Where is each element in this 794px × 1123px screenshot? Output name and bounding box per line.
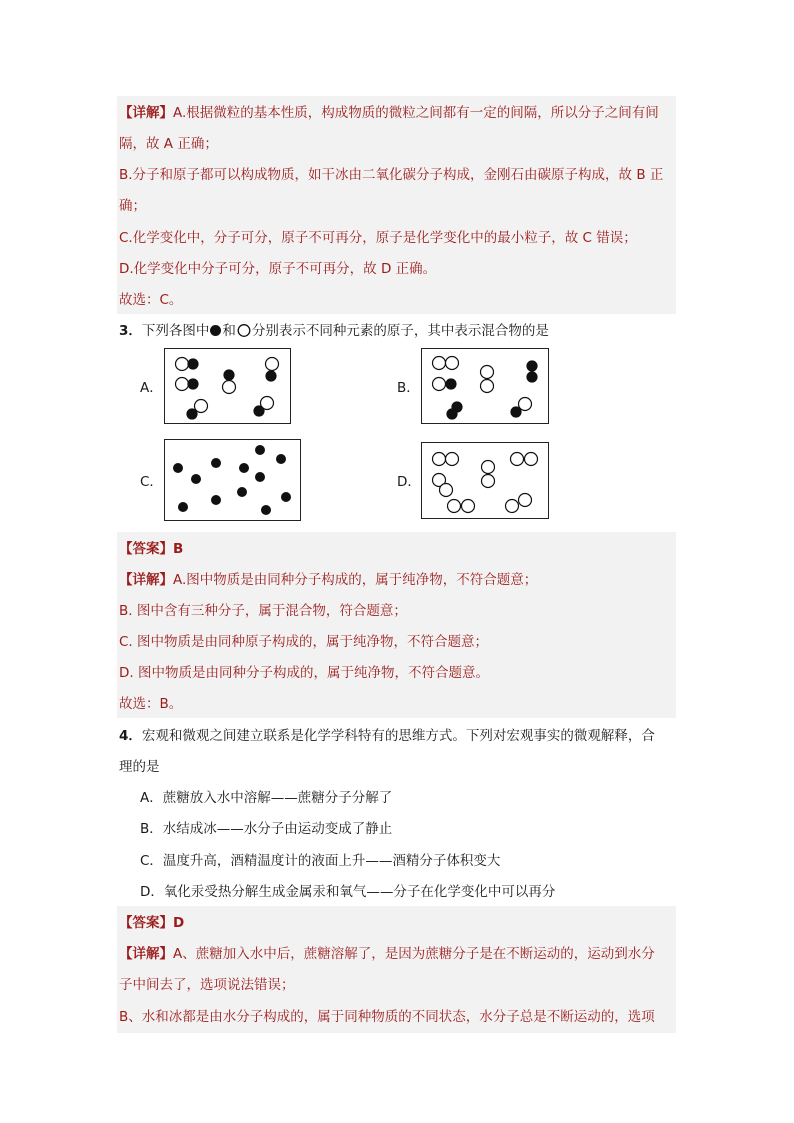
q3-option-b-diagram[interactable] [421,348,549,424]
q4-option-a[interactable]: A．蔗糖放入水中溶解——蔗糖分子分解了 [140,790,393,806]
q3-option-b-label: B． [397,380,420,396]
q4-stem-line-2: 理的是 [119,759,160,775]
q3-option-a-diagram[interactable] [164,348,291,424]
q3-analysis-line-d: D. 图中物质是由同种分子构成的，属于纯净物，不符合题意。 [119,665,489,681]
q2-analysis-line-3: B.分子和原子都可以构成物质，如干冰由二氧化碳分子构成，金刚石由碳原子构成，故 B 正 [119,167,664,183]
q2-analysis-line-4: 确； [119,198,146,214]
question-number: 4． [119,728,142,744]
q2-analysis-line-2: 隔，故 A 正确； [119,136,218,152]
q2-select: 故选：C。 [119,292,183,308]
q2-analysis-line-6: D.化学变化中分子可分，原子不可再分，故 D 正确。 [119,261,437,277]
q3-answer: 【答案】B [119,541,184,557]
q3-select: 故选：B。 [119,696,183,712]
question-number: 3． [119,323,142,339]
q2-analysis-block [117,96,676,314]
analysis-tag: 【详解】 [119,105,173,121]
black-atom-icon [209,324,222,337]
q4-stem-line-1: 4．宏观和微观之间建立联系是化学学科特有的思维方式。下列对宏观事实的微观解释，合 [119,728,655,744]
analysis-tag: 【详解】 [119,946,173,962]
q2-analysis-line-5: C.化学变化中，分子可分，原子不可再分，原子是化学变化中的最小粒子，故 C 错误； [119,230,637,246]
q3-option-d-label: D． [397,474,421,490]
atom-diagram [165,440,302,522]
q4-option-b[interactable]: B．水结成冰——水分子由运动变成了静止 [140,821,393,837]
q4-option-d[interactable]: D．氧化汞受热分解生成金属汞和氧气——分子在化学变化中可以再分 [140,884,556,900]
q3-analysis-line-c: C. 图中物质是由同种原子构成的，属于纯净物，不符合题意； [119,634,489,650]
q2-analysis-line-1: 【详解】A.根据微粒的基本性质，构成物质的微粒之间都有一定的间隔，所以分子之间有间 [119,105,659,121]
q3-analysis-line-b: B. 图中含有三种分子，属于混合物，符合题意； [119,603,407,619]
analysis-tag: 【详解】 [119,572,173,588]
q4-analysis-line-2: 子中间去了，选项说法错误； [119,977,295,993]
q4-option-c[interactable]: C．温度升高，酒精温度计的液面上升——酒精分子体积变大 [140,853,501,869]
molecule-diagram [422,443,550,520]
q3-analysis-line-a: 【详解】A.图中物质是由同种分子构成的，属于纯净物，不符合题意； [119,572,538,588]
q3-option-d-diagram[interactable] [421,442,549,519]
q3-analysis-block [117,532,676,718]
q4-analysis-line-1: 【详解】A、蔗糖加入水中后，蔗糖溶解了，是因为蔗糖分子是在不断运动的，运动到水分 [119,946,655,962]
q3-option-c-diagram[interactable] [164,439,301,521]
molecule-diagram [422,349,550,425]
answer-tag: 【答案】 [119,915,173,931]
answer-tag: 【答案】 [119,541,173,557]
q3-stem: 3．下列各图中 和 分别表示不同种元素的原子，其中表示混合物的是 [119,323,549,339]
white-atom-icon [236,324,252,337]
q3-option-a-label: A． [140,380,163,396]
q4-analysis-line-3: B、水和冰都是由水分子构成的，属于同种物质的不同状态，水分子总是不断运动的，选项 [119,1009,655,1025]
q3-option-c-label: C． [140,474,163,490]
molecule-diagram [165,349,292,425]
q4-answer: 【答案】D [119,915,185,931]
